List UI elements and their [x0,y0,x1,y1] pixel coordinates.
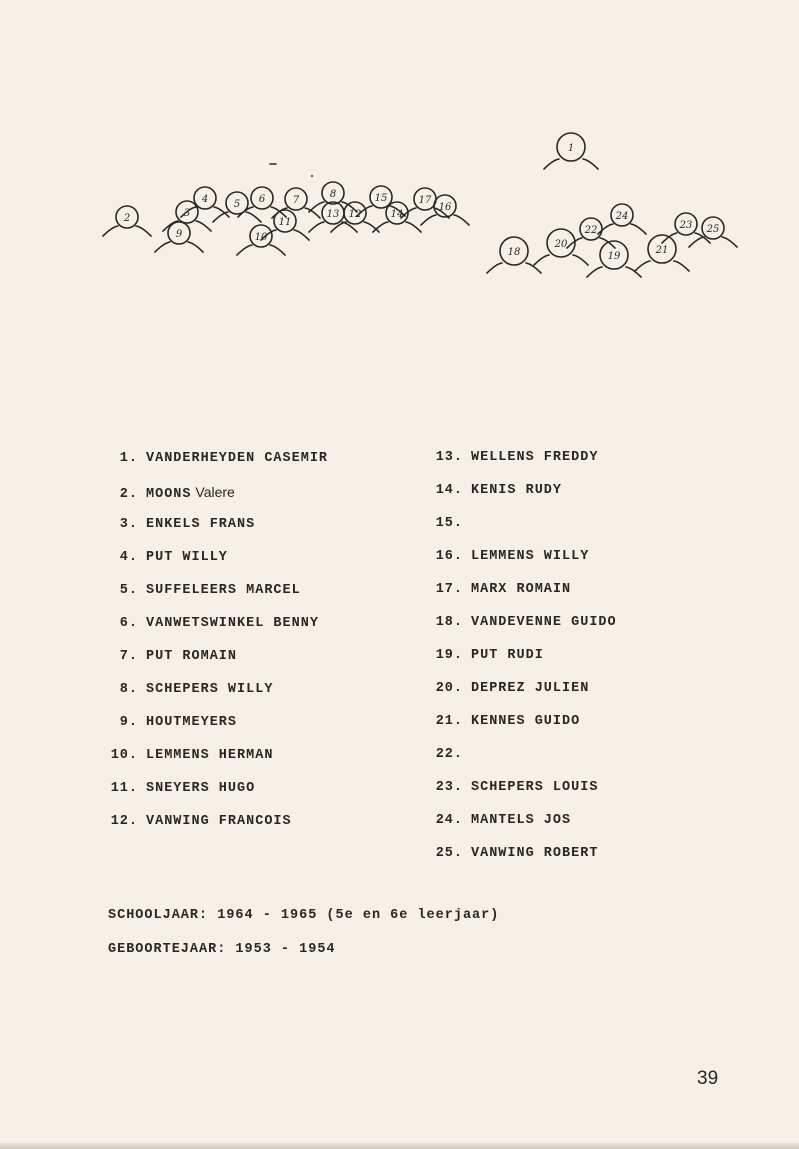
name-entry [421,613,617,633]
svg-text:21: 21 [655,245,669,256]
svg-text:23: 23 [679,220,693,231]
name-entry [96,746,273,766]
entry-number: 19. [435,648,463,663]
svg-text:6: 6 [258,194,266,205]
figure-head-2 [103,206,151,236]
entry-name: SCHEPERS WILLY [146,682,274,697]
entry-name: SCHEPERS LOUIS [471,780,599,795]
name-entry [96,713,237,733]
name-entry [96,779,255,799]
svg-text:10: 10 [254,232,268,243]
name-entry [421,646,544,666]
name-entry [421,514,471,534]
name-entry [421,844,598,864]
entry-name: PUT WILLY [146,550,228,565]
entry-name: VANWING FRANCOIS [146,814,292,829]
svg-text:16: 16 [438,202,452,213]
name-entry [96,449,328,469]
entry-name: VANWING ROBERT [471,846,599,861]
figure-head-18 [487,237,541,273]
entry-name: MARX ROMAIN [471,582,572,597]
svg-text:3: 3 [183,208,191,219]
page-number: 39 [697,1068,719,1089]
entry-number: 3. [119,517,138,532]
entry-number: 4. [119,550,138,565]
name-entry [96,812,292,832]
svg-text:19: 19 [607,251,621,262]
entry-number: 8. [119,682,138,697]
figure-head-7 [272,188,320,218]
entry-number: 11. [110,781,138,796]
svg-text:11: 11 [278,217,292,228]
entry-number: 21. [435,714,463,729]
svg-text:15: 15 [374,193,388,204]
figure-head-20 [534,229,588,265]
entry-name: DEPREZ JULIEN [471,681,590,696]
entry-name: PUT RUDI [471,648,544,663]
svg-text:14: 14 [390,209,404,220]
svg-text:13: 13 [326,209,340,220]
entry-name: HOUTMEYERS [146,715,238,730]
svg-text:5: 5 [233,199,241,210]
entry-number: 1. [119,451,138,466]
geboortejaar-line: GEBOORTEJAAR: 1953 - 1954 [108,942,336,957]
entry-name: VANDEVENNE GUIDO [471,615,617,630]
svg-text:12: 12 [348,209,362,220]
entry-number: 12. [110,814,138,829]
name-entry [421,481,562,501]
entry-name: KENIS RUDY [471,483,563,498]
svg-text:25: 25 [706,224,720,235]
figure-head-24 [598,204,646,234]
entry-number: 5. [119,583,138,598]
svg-text:8: 8 [329,189,337,200]
entry-number: 2. [119,487,138,502]
name-entry [96,614,319,634]
name-entry [96,581,301,601]
entry-name: VANWETSWINKEL BENNY [146,616,319,631]
name-entry [96,548,228,568]
entry-name: WELLENS FREDDY [471,450,599,465]
page-bottom-edge [0,1143,799,1149]
name-entry [421,448,598,468]
stray-dot [311,175,313,177]
entry-name: SUFFELEERS MARCEL [146,583,301,598]
entry-number: 16. [435,549,463,564]
figure-head-14 [373,202,421,232]
name-entry [421,778,598,798]
svg-text:7: 7 [292,195,300,206]
class-photo-position-key [0,0,799,320]
svg-text:4: 4 [201,194,209,205]
svg-text:24: 24 [615,211,629,222]
entry-number: 13. [435,450,463,465]
name-entry [96,680,273,700]
entry-name: KENNES GUIDO [471,714,581,729]
svg-text:2: 2 [123,213,131,224]
name-entry [96,482,235,502]
entry-number: 14. [435,483,463,498]
entry-name: ENKELS FRANS [146,517,256,532]
entry-number: 23. [435,780,463,795]
entry-number: 22. [435,747,463,762]
name-entry [96,515,255,535]
figure-head-21 [635,235,689,271]
entry-name: SNEYERS HUGO [146,781,256,796]
figure-head-8 [309,182,357,212]
entry-number: 7. [119,649,138,664]
svg-text:17: 17 [418,195,432,206]
name-entry [421,811,571,831]
figure-head-9 [155,222,203,252]
name-entry [421,580,571,600]
entry-name: LEMMENS WILLY [471,549,590,564]
entry-name: VANDERHEYDEN CASEMIR [146,451,329,466]
name-entry [421,679,589,699]
entry-name: MANTELS JOS [471,813,572,828]
entry-number: 9. [119,715,138,730]
svg-text:1: 1 [567,143,575,154]
name-entry [421,547,589,567]
svg-text:18: 18 [507,247,521,258]
entry-number: 20. [435,681,463,696]
figure-head-11 [261,210,309,240]
svg-text:9: 9 [175,229,183,240]
name-entry [421,745,471,765]
entry-name: PUT ROMAIN [146,649,238,664]
schooljaar-line: SCHOOLJAAR: 1964 - 1965 (5e en 6e leerjaar) [108,908,500,923]
entry-name-correction: Valere [191,484,235,500]
entry-number: 25. [435,846,463,861]
entry-name: MOONS [146,487,192,502]
svg-text:22: 22 [584,225,598,236]
entry-number: 10. [110,748,138,763]
name-entry [421,712,580,732]
entry-number: 15. [435,516,463,531]
name-entry [96,647,237,667]
svg-text:20: 20 [554,239,568,250]
figure-head-1 [544,133,598,169]
entry-number: 6. [119,616,138,631]
entry-number: 17. [435,582,463,597]
entry-number: 24. [435,813,463,828]
entry-number: 18. [435,615,463,630]
entry-name: LEMMENS HERMAN [146,748,274,763]
